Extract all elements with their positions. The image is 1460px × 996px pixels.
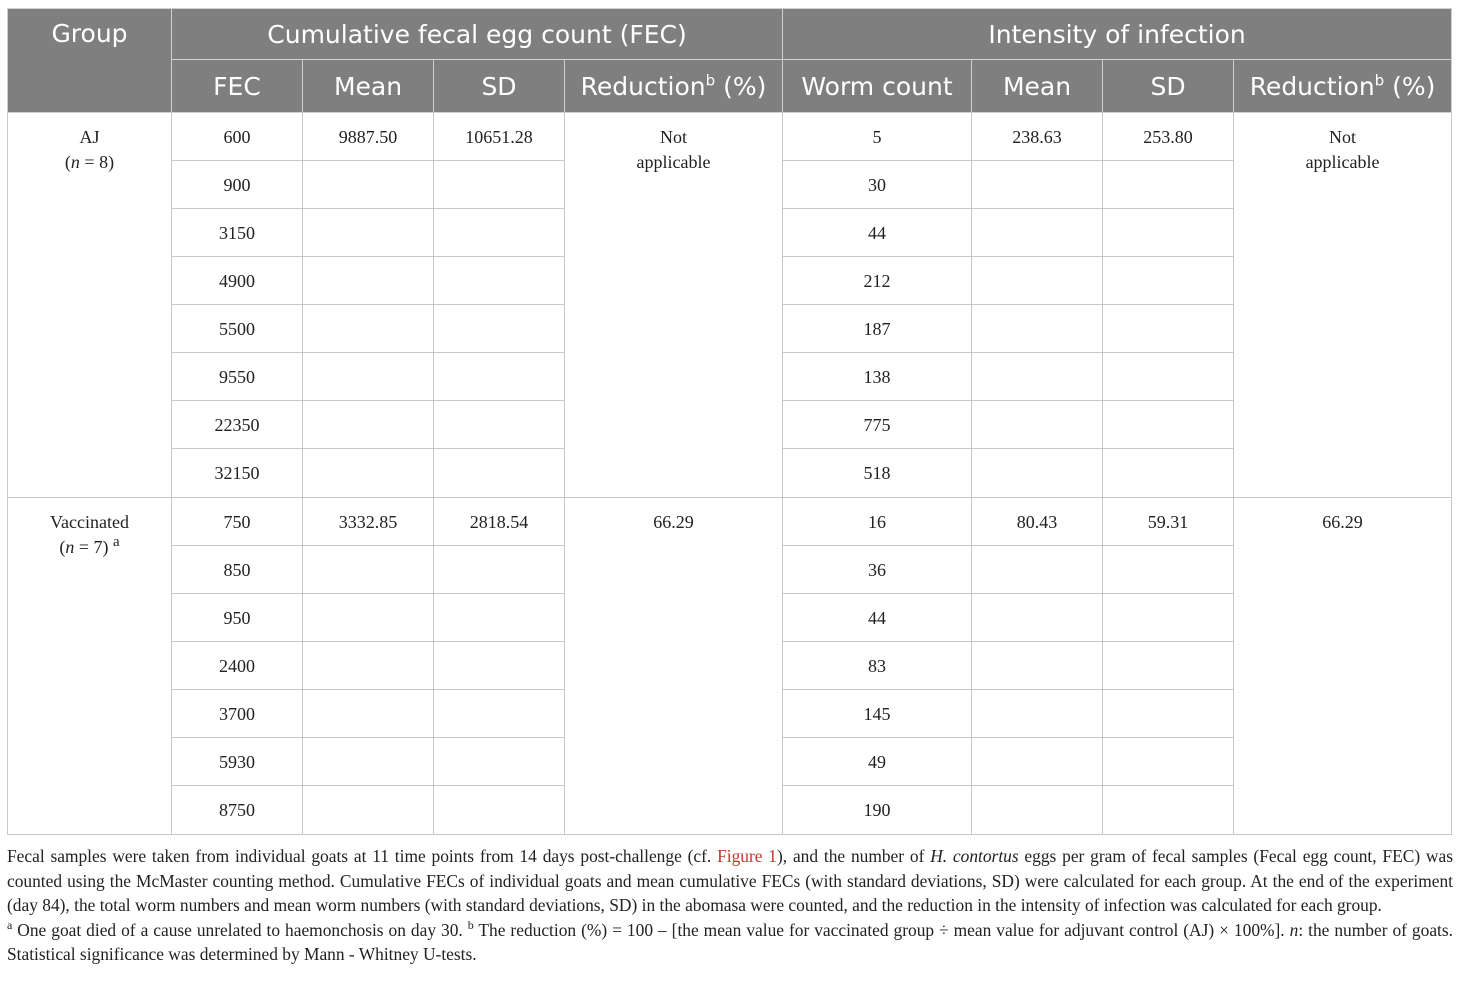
caption-footnotes: $^a$ One goat died of a cause unrelated to haemonchosis on day 30. $^b$ The reduction (%) = 100 – [the mean value for vaccinated group ÷ mean value for adjuvant control (AJ) × 100%]. n: the number of goats. Statistical significance was determined by Mann - Whitney U-tests. <box>7 917 1453 965</box>
worm-mean: 238.63 <box>972 113 1103 161</box>
fec-value: 950 <box>172 594 303 642</box>
fec-sd <box>434 305 565 353</box>
worm-mean: 80.43 <box>972 498 1103 546</box>
group-n: (n = 8) <box>64 152 115 172</box>
results-table-container <box>7 8 1451 835</box>
fec-value: 750 <box>172 498 303 546</box>
fec-value: 600 <box>172 113 303 161</box>
fec-value: 22350 <box>172 401 303 449</box>
worm-count: 138 <box>783 353 972 401</box>
worm-sd <box>1103 642 1234 690</box>
fec-mean <box>303 161 434 209</box>
fec-value: 3150 <box>172 209 303 257</box>
worm-reduction <box>1234 498 1452 835</box>
results-table <box>7 8 1452 835</box>
fec-reduction-line1: Not <box>660 127 688 147</box>
fec-sd <box>434 642 565 690</box>
worm-mean <box>972 594 1103 642</box>
fec-sd <box>434 738 565 786</box>
fec-sd <box>434 161 565 209</box>
fec-sd <box>434 690 565 738</box>
worm-sd <box>1103 546 1234 594</box>
header-worm-count: Worm count <box>783 60 972 113</box>
worm-sd <box>1103 305 1234 353</box>
fec-mean <box>303 546 434 594</box>
worm-count: 518 <box>783 449 972 498</box>
fec-mean: 9887.50 <box>303 113 434 161</box>
worm-sd <box>1103 209 1234 257</box>
worm-mean <box>972 642 1103 690</box>
worm-count: 44 <box>783 209 972 257</box>
fec-mean <box>303 353 434 401</box>
header-fec-sd: SD <box>434 60 565 113</box>
worm-mean <box>972 161 1103 209</box>
worm-reduction-line1: 66.29 <box>1322 512 1363 532</box>
worm-sd: 253.80 <box>1103 113 1234 161</box>
worm-mean <box>972 449 1103 498</box>
group-n: (n = 7) $^a$ <box>59 534 120 557</box>
header-fec-group: Cumulative fecal egg count (FEC) <box>172 9 783 60</box>
fec-mean <box>303 449 434 498</box>
table-row <box>8 113 1452 161</box>
worm-count: 145 <box>783 690 972 738</box>
worm-mean <box>972 546 1103 594</box>
header-group: Group <box>8 9 172 113</box>
fec-mean <box>303 209 434 257</box>
worm-count: 16 <box>783 498 972 546</box>
fec-sd <box>434 786 565 835</box>
fec-mean <box>303 642 434 690</box>
fec-sd: 2818.54 <box>434 498 565 546</box>
figure-1-link[interactable]: Figure 1 <box>717 846 777 866</box>
fec-mean <box>303 401 434 449</box>
worm-sd <box>1103 401 1234 449</box>
caption-paragraph: Fecal samples were taken from individual goats at 11 time points from 14 days post-challenge (cf. Figure 1), and the number of H. contortus eggs per gram of fecal samples (Fecal egg count, FEC) was counted using the McMaster counting method. Cumulative FECs of individual goats and mean cumulative FECs (with standard deviations, SD) were calculated for each group. At the end of the experiment (day 84), the total worm numbers and mean worm numbers (with standard deviations, SD) in the abomasa were counted, and the reduction in the intensity of infection was calculated for each group. <box>7 846 1453 916</box>
fec-sd <box>434 594 565 642</box>
worm-count: 190 <box>783 786 972 835</box>
worm-mean <box>972 209 1103 257</box>
table-body <box>8 113 1452 835</box>
group-cell <box>8 498 172 835</box>
fec-value: 5930 <box>172 738 303 786</box>
header-worm-mean: Mean <box>972 60 1103 113</box>
worm-count: 30 <box>783 161 972 209</box>
worm-reduction <box>1234 113 1452 498</box>
worm-sd <box>1103 786 1234 835</box>
fec-value: 8750 <box>172 786 303 835</box>
fec-value: 5500 <box>172 305 303 353</box>
fec-value: 9550 <box>172 353 303 401</box>
header-fec-mean: Mean <box>303 60 434 113</box>
fec-reduction <box>565 498 783 835</box>
worm-count: 5 <box>783 113 972 161</box>
fec-sd <box>434 546 565 594</box>
worm-mean <box>972 690 1103 738</box>
worm-count: 775 <box>783 401 972 449</box>
worm-sd <box>1103 738 1234 786</box>
fec-value: 32150 <box>172 449 303 498</box>
fec-mean <box>303 786 434 835</box>
worm-sd: 59.31 <box>1103 498 1234 546</box>
worm-count: 44 <box>783 594 972 642</box>
worm-count: 49 <box>783 738 972 786</box>
worm-sd <box>1103 690 1234 738</box>
fec-sd <box>434 401 565 449</box>
fec-value: 3700 <box>172 690 303 738</box>
worm-count: 187 <box>783 305 972 353</box>
fec-sd <box>434 353 565 401</box>
fec-mean <box>303 257 434 305</box>
worm-sd <box>1103 353 1234 401</box>
fec-value: 4900 <box>172 257 303 305</box>
fec-value: 900 <box>172 161 303 209</box>
fec-mean <box>303 738 434 786</box>
fec-value: 850 <box>172 546 303 594</box>
header-worm-sd: SD <box>1103 60 1234 113</box>
worm-count: 36 <box>783 546 972 594</box>
fec-reduction-line2: applicable <box>636 152 711 172</box>
worm-mean <box>972 305 1103 353</box>
header-worm-reduction: Reduction$^b$ (%) <box>1234 60 1452 113</box>
worm-sd <box>1103 594 1234 642</box>
fec-sd <box>434 257 565 305</box>
worm-count: 212 <box>783 257 972 305</box>
header-fec-reduction: Reduction$^b$ (%) <box>565 60 783 113</box>
worm-mean <box>972 257 1103 305</box>
fec-mean: 3332.85 <box>303 498 434 546</box>
fec-mean <box>303 690 434 738</box>
worm-mean <box>972 401 1103 449</box>
worm-mean <box>972 786 1103 835</box>
header-infection-group: Intensity of infection <box>783 9 1452 60</box>
group-name: Vaccinated <box>50 512 129 532</box>
worm-mean <box>972 353 1103 401</box>
fec-mean <box>303 305 434 353</box>
fec-sd <box>434 449 565 498</box>
fec-reduction-line1: 66.29 <box>653 512 694 532</box>
worm-count: 83 <box>783 642 972 690</box>
fec-sd <box>434 209 565 257</box>
group-name: AJ <box>79 127 100 147</box>
worm-sd <box>1103 161 1234 209</box>
table-caption <box>7 844 1453 967</box>
header-fec: FEC <box>172 60 303 113</box>
worm-sd <box>1103 257 1234 305</box>
worm-sd <box>1103 449 1234 498</box>
fec-mean <box>303 594 434 642</box>
worm-mean <box>972 738 1103 786</box>
fec-reduction <box>565 113 783 498</box>
group-cell <box>8 113 172 498</box>
fec-sd: 10651.28 <box>434 113 565 161</box>
worm-reduction-line1: Not <box>1329 127 1357 147</box>
worm-reduction-line2: applicable <box>1305 152 1380 172</box>
fec-value: 2400 <box>172 642 303 690</box>
table-row <box>8 498 1452 546</box>
